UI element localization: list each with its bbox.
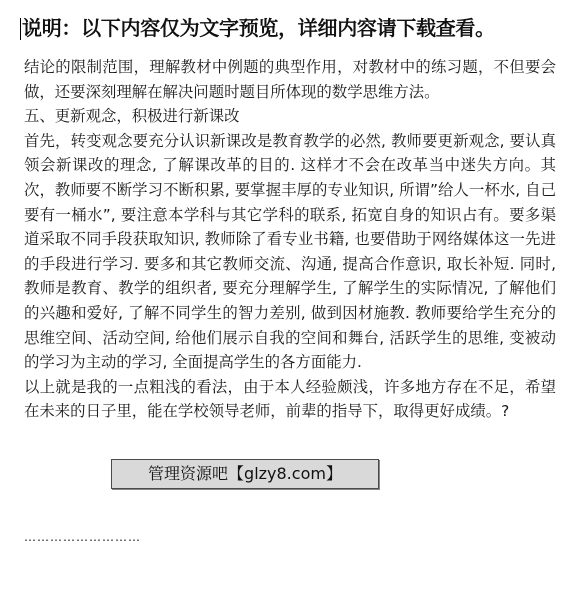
preview-notice <box>22 14 572 42</box>
paragraph: 以上就是我的一点粗浅的看法，由于本人经验颇浅，许多地方存在不足，希望在未来的日子里，能在学校领导老师，前辈的指导下，取得更好成绩。? <box>24 377 556 421</box>
watermark-text: 管理资源吧【glzy8.com】 <box>148 464 342 483</box>
watermark-banner <box>111 459 379 489</box>
ellipsis-line: ……………………… <box>24 530 141 544</box>
paragraph: 结论的限制范围，理解教材中例题的典型作用，对教材中的练习题，不但要会做，还要深刻理解在解决问题时题目所体现的数学思维方法。 <box>24 58 556 101</box>
section-heading: 五、更新观念，积极进行新课改 <box>24 107 240 126</box>
preview-notice-text: 说明：以下内容仅为文字预览，详细内容请下载查看。 <box>22 16 495 40</box>
document-body <box>24 55 556 424</box>
text-cursor <box>20 18 21 40</box>
paragraph: 首先，转变观念要充分认识新课改是教育教学的必然, 教师要更新观念, 要认真领会新课改的理念, 了解课改革的目的. 这样才不会在改革当中迷失方向。其次，教师要不断学习不断积累, 要掌握丰厚的专业知识, 所谓”给人一杯水, 自己要有一桶水”, 要注意本学科与其它学科的联系, 拓宽自身的知识占有。要多渠道采取不同手段获取知识, 教师除了看专业书籍, 也要借助于网络媒体这一先进的手段进行学习. 要多和其它教师交流、沟通, 提高合作意识, 取长补短. 同时, 教师是教育、教学的组织者, 要充分理解学生, 了解学生的实际情况, 了解他们的兴趣和爱好, 了解不同学生的智力差别, 做到因材施教. 教师要给学生充分的思维空间、活动空间, 给他们展示自我的空间和舞台, 活跃学生的思维, 变被动的学习为主动的学习, 全面提高学生的各方面能力. <box>24 131 556 372</box>
